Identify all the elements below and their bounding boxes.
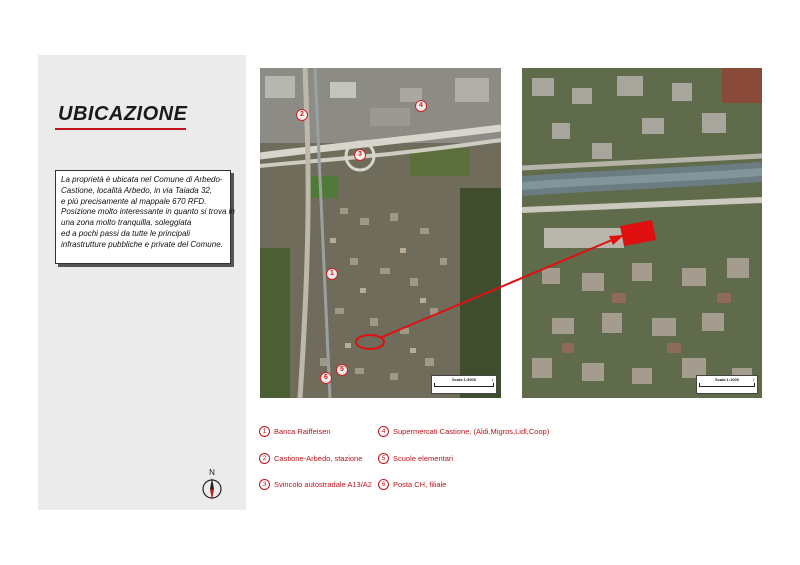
legend-label: Castione-Arbedo, stazione <box>274 454 363 463</box>
compass-label: N <box>209 468 215 477</box>
scalebar-left <box>431 375 497 394</box>
scale-label: Scala 1:1000 <box>714 377 740 382</box>
north-arrow-icon <box>198 468 226 500</box>
legend-item <box>378 453 453 464</box>
description-line: ed a pochi passi da tutte le principali <box>61 228 190 238</box>
legend-label: Posta CH, filiale <box>393 480 447 489</box>
legend-item <box>259 453 362 464</box>
description-line: Castione, località Arbedo, in via Taiada 32, <box>61 185 213 195</box>
map-marker-3: 3 <box>354 149 366 161</box>
legend-label: Banca Raiffeisen <box>274 427 331 436</box>
aerial-map-overview <box>260 68 501 398</box>
legend-item <box>259 426 331 437</box>
legend-label: Svincolo autostradale A13/A2 <box>274 480 372 489</box>
title-underline <box>55 128 186 130</box>
map-marker-2: 2 <box>296 109 308 121</box>
legend-item <box>378 426 549 437</box>
description-line: una zona molto tranquilla, soleggiata <box>61 218 192 228</box>
description-box <box>55 170 235 264</box>
scalebar-right <box>696 375 758 394</box>
legend-number: 5 <box>378 453 389 464</box>
legend-number: 1 <box>259 426 270 437</box>
legend-number: 4 <box>378 426 389 437</box>
scale-label: Scala 1:5000 <box>451 377 477 382</box>
map-marker-4: 4 <box>415 100 427 112</box>
page-title: UBICAZIONE <box>58 103 188 125</box>
legend-number: 3 <box>259 479 270 490</box>
map-marker-1: 1 <box>326 268 338 280</box>
legend-label: Scuole elementari <box>393 454 454 463</box>
legend-number: 2 <box>259 453 270 464</box>
aerial-map-detail <box>522 68 762 398</box>
legend-label: Supermercati Castione, (Aldi,Migros,Lidl,Coop) <box>393 427 550 436</box>
description-line: La proprietà è ubicata nel Comune di Arbedo- <box>61 175 223 184</box>
legend-item <box>378 479 446 490</box>
north-arrow-icon: ↑ <box>752 378 755 384</box>
description-line: e più precisamente al mappale 670 RFD. <box>61 196 207 206</box>
description-line: Posizione molto interessante in quanto si trova in <box>61 207 235 217</box>
legend-number: 6 <box>378 479 389 490</box>
map-marker-5: 5 <box>336 364 348 376</box>
map-marker-6: 6 <box>320 372 332 384</box>
north-arrow-icon: ↑ <box>491 378 494 384</box>
description-line: infrastrutture pubbliche e private del Comune. <box>61 239 223 249</box>
legend-item <box>259 479 372 490</box>
